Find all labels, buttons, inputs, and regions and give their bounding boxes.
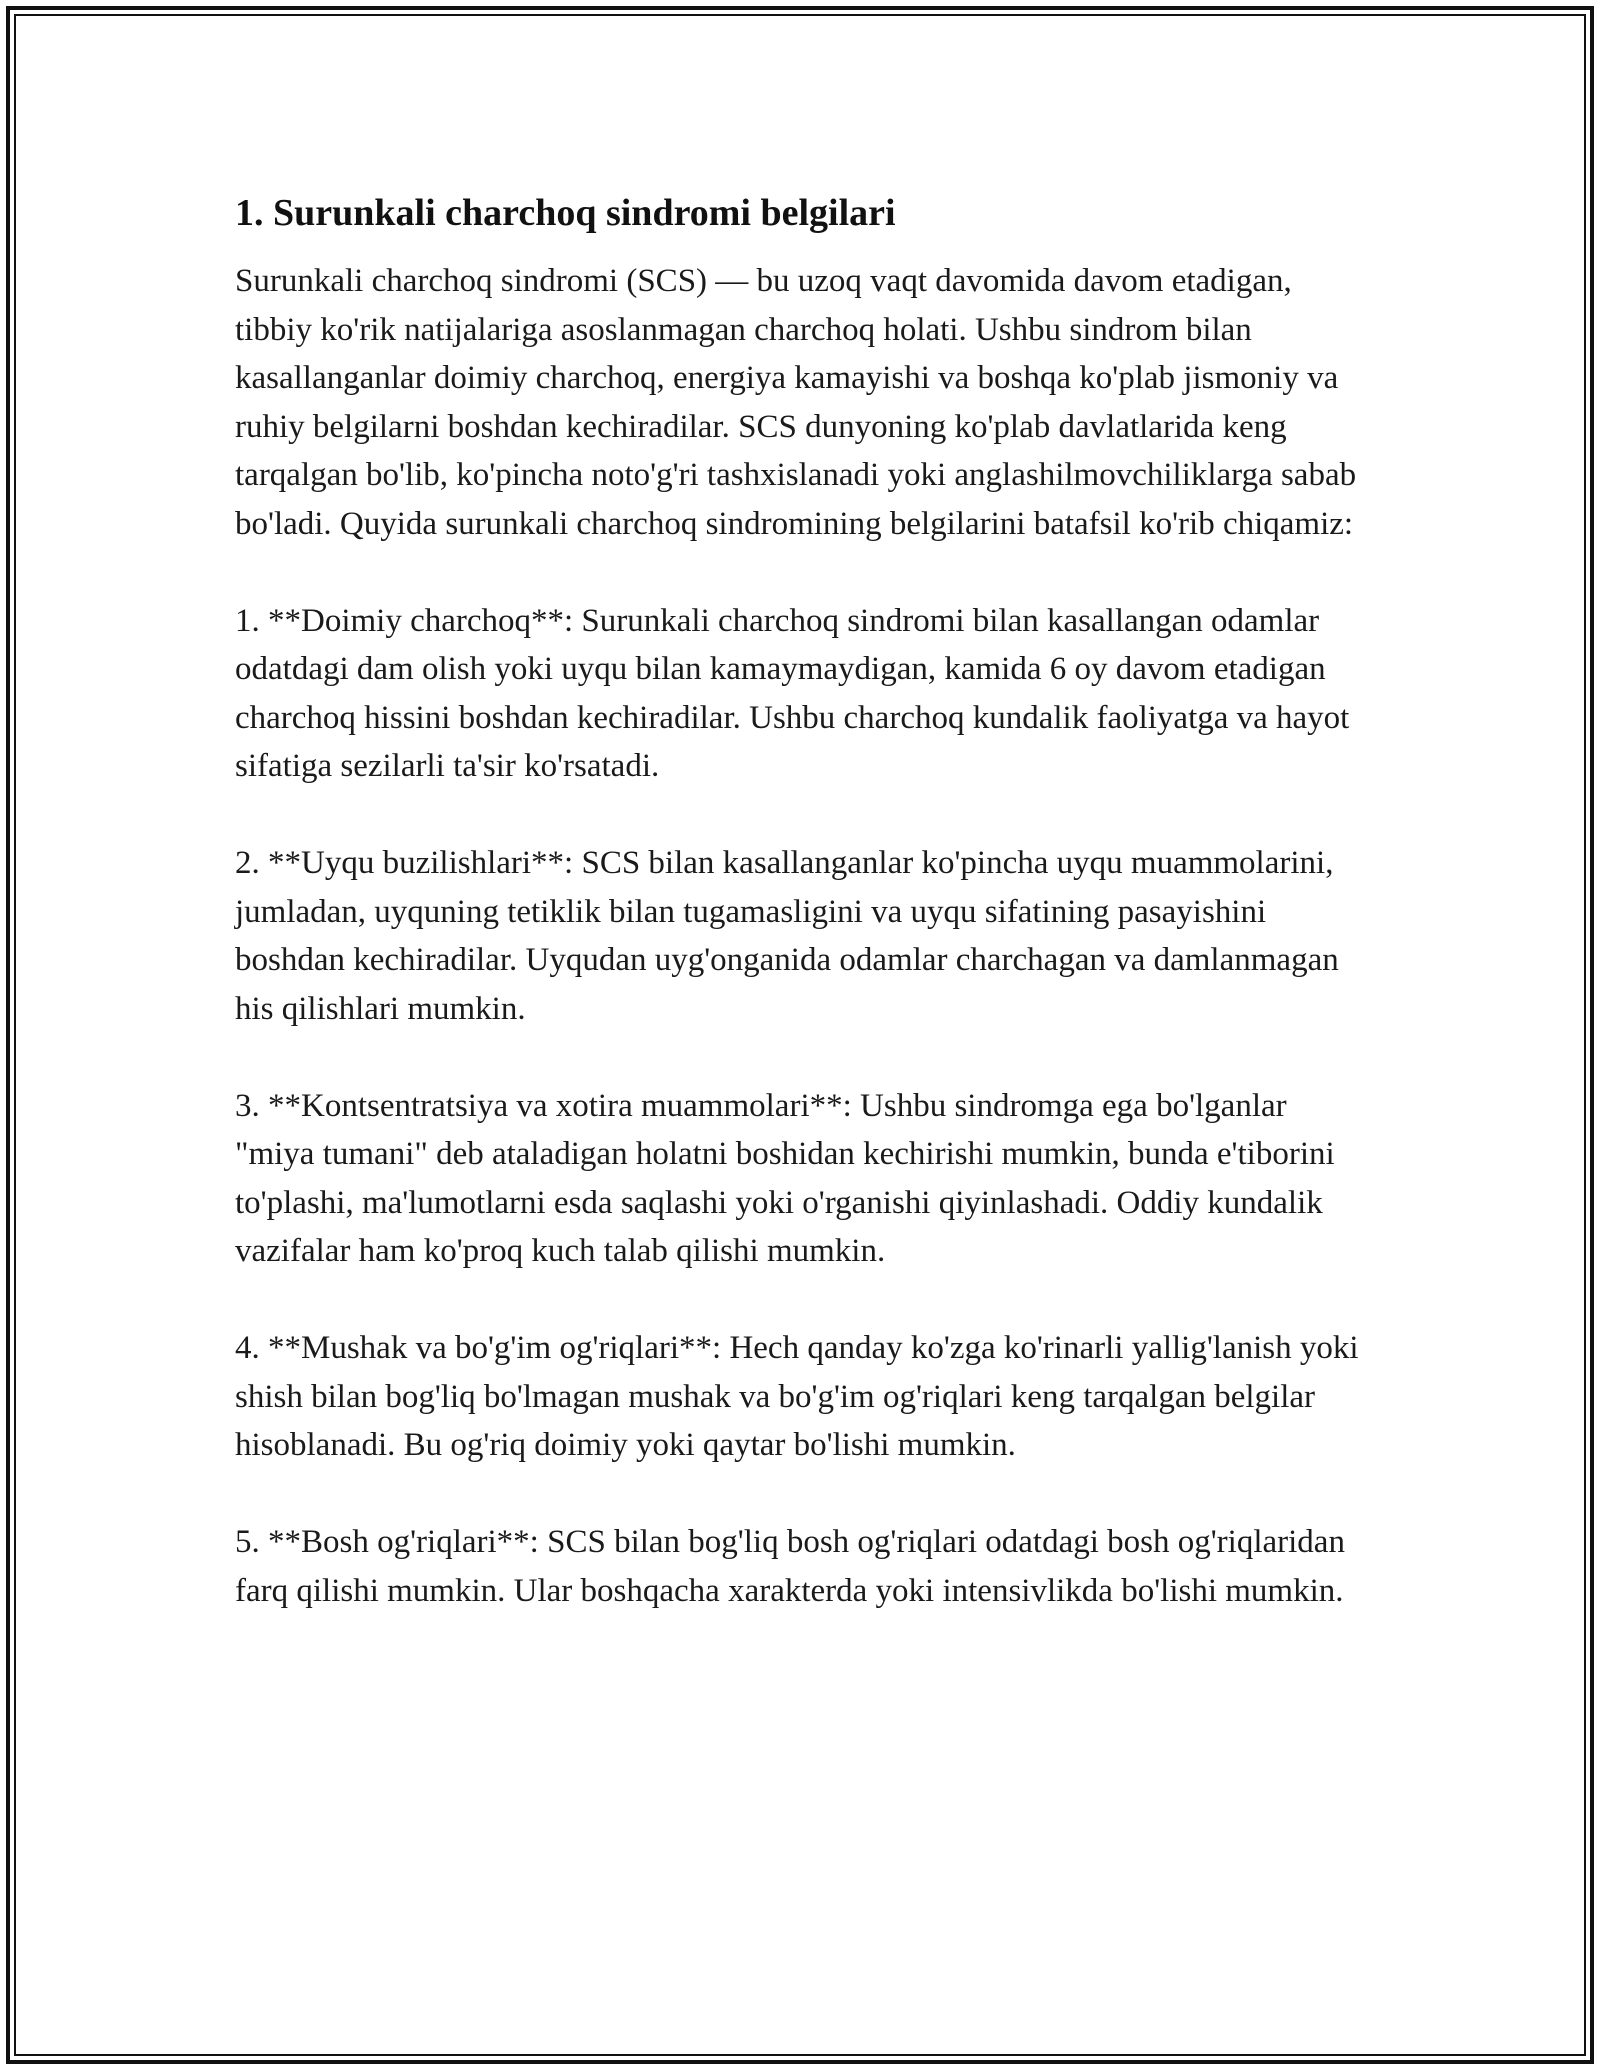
symptom-paragraph-sleep: 2. **Uyqu buzilishlari**: SCS bilan kasallanganlar ko'pincha uyqu muammolarini, jumladan, uyquning tetiklik bilan tugamasligini va uyqu sifatining pasayishini boshdan kechiradilar. Uyqudan uyg'onganida odamlar charchagan va damlanmagan his qilishlari mumkin. — [235, 845, 1339, 1027]
symptom-paragraph-muscle-pain: 4. **Mushak va bo'g'im og'riqlari**: Hech qanday ko'zga ko'rinarli yallig'lanish yoki shish bilan bog'liq bo'lmagan mushak va bo'g'im og'riqlari keng tarqalgan belgilar hisoblanadi. Bu og'riq doimiy yoki qaytar bo'lishi mumkin. — [235, 1330, 1359, 1463]
symptom-paragraph-concentration: 3. **Kontsentratsiya va xotira muammolari**: Ushbu sindromga ega bo'lganlar "miya tumani" deb ataladigan holatni boshidan kechirishi mumkin, bunda e'tiborini to'plashi, ma'lumotlarni esda saqlashi yoki o'rganishi qiyinlashadi. Oddiy kundalik vazifalar ham ko'proq kuch talab qilishi mumkin. — [235, 1087, 1335, 1269]
section-heading: 1. Surunkali charchoq sindromi belgilari — [235, 192, 896, 234]
symptom-paragraph-headache: 5. **Bosh og'riqlari**: SCS bilan bog'liq bosh og'riqlari odatdagi bosh og'riqlaridan farq qilishi mumkin. Ular boshqacha xarakterda yoki intensivlikda bo'lishi mumkin. — [235, 1524, 1345, 1609]
symptom-paragraph-fatigue: 1. **Doimiy charchoq**: Surunkali charchoq sindromi bilan kasallangan odamlar odatdagi dam olish yoki uyqu bilan kamaymaydigan, kamida 6 oy davom etadigan charchoq hissini boshdan kechiradilar. Ushbu charchoq kundalik faoliyatga va hayot sifatiga sezilarli ta'sir ko'rsatadi. — [235, 602, 1350, 784]
intro-paragraph: Surunkali charchoq sindromi (SCS) — bu uzoq vaqt davomida davom etadigan, tibbiy ko'rik natijalariga asoslanmagan charchoq holati. Ushbu sindrom bilan kasallanganlar doimiy charchoq, energiya kamayishi va boshqa ko'plab jismoniy va ruhiy belgilarni boshdan kechiradilar. SCS dunyoning ko'plab davlatlarida keng tarqalgan bo'lib, ko'pincha noto'g'ri tashxislanadi yoki anglashilmovchiliklarga sabab bo'ladi. Quyida surunkali charchoq sindromining belgilarini batafsil ko'rib chiqamiz: — [235, 263, 1357, 542]
document-body — [235, 185, 1365, 1615]
